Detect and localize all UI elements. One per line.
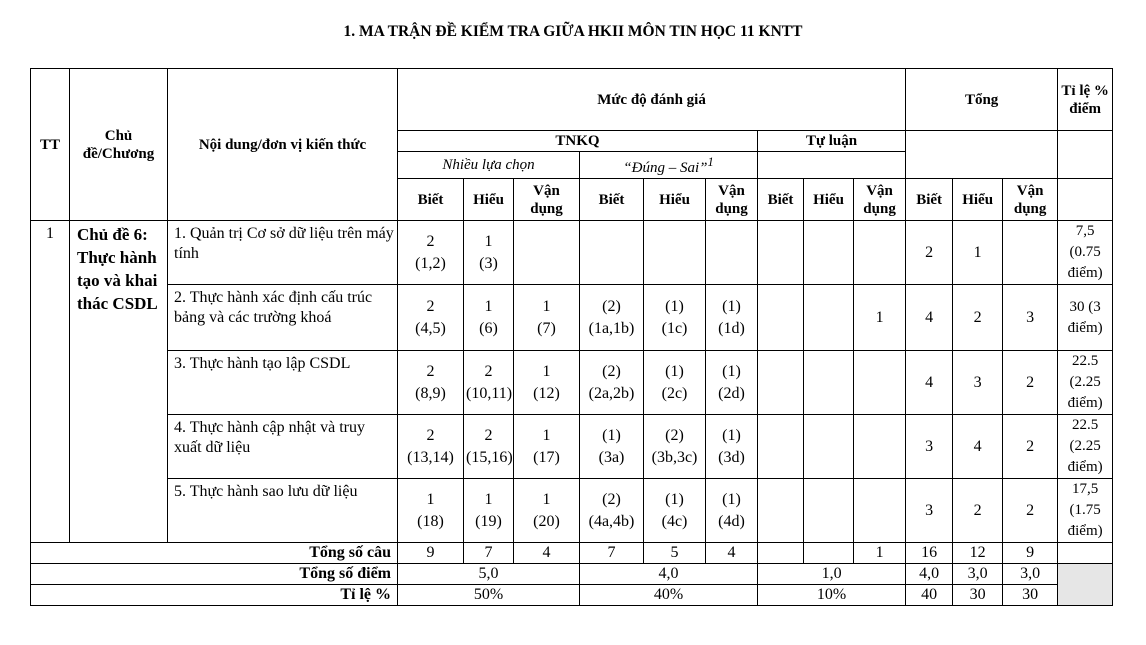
total-biet: 3 — [906, 479, 953, 543]
ratio-cell: 30 (3 điểm) — [1058, 285, 1113, 351]
total-van-dung: 2 — [1003, 479, 1058, 543]
count-cell: (1) (1d) — [706, 285, 758, 351]
summary-value: 7 — [464, 543, 514, 564]
total-hieu: 2 — [953, 285, 1003, 351]
count-cell: 1 (20) — [514, 479, 580, 543]
count-cell: (1) (3a) — [580, 415, 644, 479]
table-row — [31, 221, 1113, 285]
total-biet: 4 — [906, 285, 953, 351]
count-cell: 1 (7) — [514, 285, 580, 351]
count-cell: 2 (1,2) — [398, 221, 464, 285]
exam-matrix-table — [30, 68, 1113, 606]
summary-value: 5,0 — [398, 564, 580, 585]
level-hieu: Hiểu — [804, 179, 854, 221]
count-cell — [758, 479, 804, 543]
summary-total: 3,0 — [1003, 564, 1058, 585]
content-cell: 3. Thực hành tạo lập CSDL — [168, 351, 398, 415]
count-cell: (1) (3d) — [706, 415, 758, 479]
summary-blank — [1058, 543, 1113, 564]
header-ti-le-blank — [1058, 131, 1113, 179]
summary-row-ti-le — [31, 585, 1113, 606]
count-cell — [854, 351, 906, 415]
summary-shaded — [1058, 564, 1113, 606]
count-cell: 1 (3) — [464, 221, 514, 285]
summary-value: 4 — [706, 543, 758, 564]
count-cell: (1) (4d) — [706, 479, 758, 543]
count-cell — [644, 221, 706, 285]
footnote-mark: 1 — [707, 155, 714, 169]
count-cell: 2 (15,16) — [464, 415, 514, 479]
count-cell: 1 (19) — [464, 479, 514, 543]
summary-value: 9 — [398, 543, 464, 564]
count-cell — [758, 221, 804, 285]
level-van-dung: Vận dụng — [514, 179, 580, 221]
summary-label: Tổng số điểm — [31, 564, 398, 585]
count-cell — [854, 221, 906, 285]
topic-cell: Chủ đề 6: Thực hành tạo và khai thác CSDL — [70, 221, 168, 543]
count-cell — [854, 415, 906, 479]
summary-value — [758, 543, 804, 564]
count-cell — [804, 479, 854, 543]
count-cell: 1 (17) — [514, 415, 580, 479]
level-biet: Biết — [906, 179, 953, 221]
summary-total: 3,0 — [953, 564, 1003, 585]
header-muc-do: Mức độ đánh giá — [398, 69, 906, 131]
total-hieu: 2 — [953, 479, 1003, 543]
header-tt: TT — [31, 69, 70, 221]
ratio-cell: 7,5 (0.75 điểm) — [1058, 221, 1113, 285]
content-cell: 5. Thực hành sao lưu dữ liệu — [168, 479, 398, 543]
summary-value: 50% — [398, 585, 580, 606]
count-cell — [804, 221, 854, 285]
summary-value: 4,0 — [580, 564, 758, 585]
count-cell — [514, 221, 580, 285]
summary-value: 5 — [644, 543, 706, 564]
count-cell — [804, 285, 854, 351]
header-ti-le: Tỉ lệ % điểm — [1058, 69, 1113, 131]
summary-value: 1 — [854, 543, 906, 564]
header-noi-dung: Nội dung/đơn vị kiến thức — [168, 69, 398, 221]
table-row — [31, 351, 1113, 415]
count-cell: (1) (2c) — [644, 351, 706, 415]
ratio-cell: 22.5 (2.25 điểm) — [1058, 351, 1113, 415]
count-cell — [758, 285, 804, 351]
count-cell — [804, 415, 854, 479]
count-cell: 2 (10,11) — [464, 351, 514, 415]
summary-total: 4,0 — [906, 564, 953, 585]
total-van-dung: 2 — [1003, 415, 1058, 479]
level-van-dung: Vận dụng — [1003, 179, 1058, 221]
total-hieu: 4 — [953, 415, 1003, 479]
ratio-cell: 17,5 (1.75 điểm) — [1058, 479, 1113, 543]
count-cell: 1 — [854, 285, 906, 351]
level-biet: Biết — [398, 179, 464, 221]
content-cell: 2. Thực hành xác định cấu trúc bảng và các trường khoá — [168, 285, 398, 351]
level-van-dung: Vận dụng — [706, 179, 758, 221]
total-hieu: 1 — [953, 221, 1003, 285]
level-van-dung: Vận dụng — [854, 179, 906, 221]
level-hieu: Hiểu — [953, 179, 1003, 221]
summary-value — [804, 543, 854, 564]
summary-value: 4 — [514, 543, 580, 564]
count-cell: (1) (2d) — [706, 351, 758, 415]
header-tong-blank — [906, 131, 1058, 179]
count-cell — [758, 351, 804, 415]
count-cell — [706, 221, 758, 285]
count-cell: 1 (6) — [464, 285, 514, 351]
header-dung-sai: “Đúng – Sai”$^1$ — [580, 152, 758, 179]
total-van-dung — [1003, 221, 1058, 285]
header-tnkq: TNKQ — [398, 131, 758, 152]
content-cell: 1. Quản trị Cơ sở dữ liệu trên máy tính — [168, 221, 398, 285]
level-hieu: Hiểu — [464, 179, 514, 221]
count-cell: (2) (1a,1b) — [580, 285, 644, 351]
header-tong: Tổng — [906, 69, 1058, 131]
level-hieu: Hiểu — [644, 179, 706, 221]
total-biet: 2 — [906, 221, 953, 285]
count-cell: 2 (4,5) — [398, 285, 464, 351]
count-cell: (1) (1c) — [644, 285, 706, 351]
row-stt: 1 — [31, 221, 70, 543]
summary-value: 7 — [580, 543, 644, 564]
summary-total: 30 — [1003, 585, 1058, 606]
summary-label: Tổng số câu — [31, 543, 398, 564]
count-cell: 2 (8,9) — [398, 351, 464, 415]
document-title: 1. MA TRẬN ĐỀ KIỂM TRA GIỮA HKII MÔN TIN HỌC 11 KNTT — [343, 23, 803, 40]
total-hieu: 3 — [953, 351, 1003, 415]
count-cell — [854, 479, 906, 543]
header-nhieu-lua-chon: Nhiều lựa chọn — [398, 152, 580, 179]
count-cell: 2 (13,14) — [398, 415, 464, 479]
header-tu-luan-blank — [758, 152, 906, 179]
level-biet: Biết — [758, 179, 804, 221]
summary-value: 10% — [758, 585, 906, 606]
header-tu-luan: Tự luận — [758, 131, 906, 152]
summary-total: 9 — [1003, 543, 1058, 564]
total-van-dung: 3 — [1003, 285, 1058, 351]
summary-row-tong-so-diem — [31, 564, 1113, 585]
summary-total: 40 — [906, 585, 953, 606]
header-chu-de: Chủ đề/Chương — [70, 69, 168, 221]
level-blank — [1058, 179, 1113, 221]
ratio-cell: 22.5 (2.25 điểm) — [1058, 415, 1113, 479]
total-biet: 3 — [906, 415, 953, 479]
count-cell: (1) (4c) — [644, 479, 706, 543]
summary-value: 40% — [580, 585, 758, 606]
count-cell: (2) (2a,2b) — [580, 351, 644, 415]
count-cell — [580, 221, 644, 285]
count-cell: (2) (3b,3c) — [644, 415, 706, 479]
count-cell — [804, 351, 854, 415]
total-biet: 4 — [906, 351, 953, 415]
count-cell: 1 (12) — [514, 351, 580, 415]
total-van-dung: 2 — [1003, 351, 1058, 415]
summary-value: 1,0 — [758, 564, 906, 585]
count-cell: 1 (18) — [398, 479, 464, 543]
table-row — [31, 479, 1113, 543]
summary-total: 30 — [953, 585, 1003, 606]
table-row — [31, 415, 1113, 479]
count-cell: (2) (4a,4b) — [580, 479, 644, 543]
summary-total: 16 — [906, 543, 953, 564]
content-cell: 4. Thực hành cập nhật và truy xuất dữ liệu — [168, 415, 398, 479]
summary-label: Tỉ lệ % — [31, 585, 398, 606]
level-biet: Biết — [580, 179, 644, 221]
summary-row-tong-so-cau — [31, 543, 1113, 564]
count-cell — [758, 415, 804, 479]
summary-total: 12 — [953, 543, 1003, 564]
table-row — [31, 285, 1113, 351]
